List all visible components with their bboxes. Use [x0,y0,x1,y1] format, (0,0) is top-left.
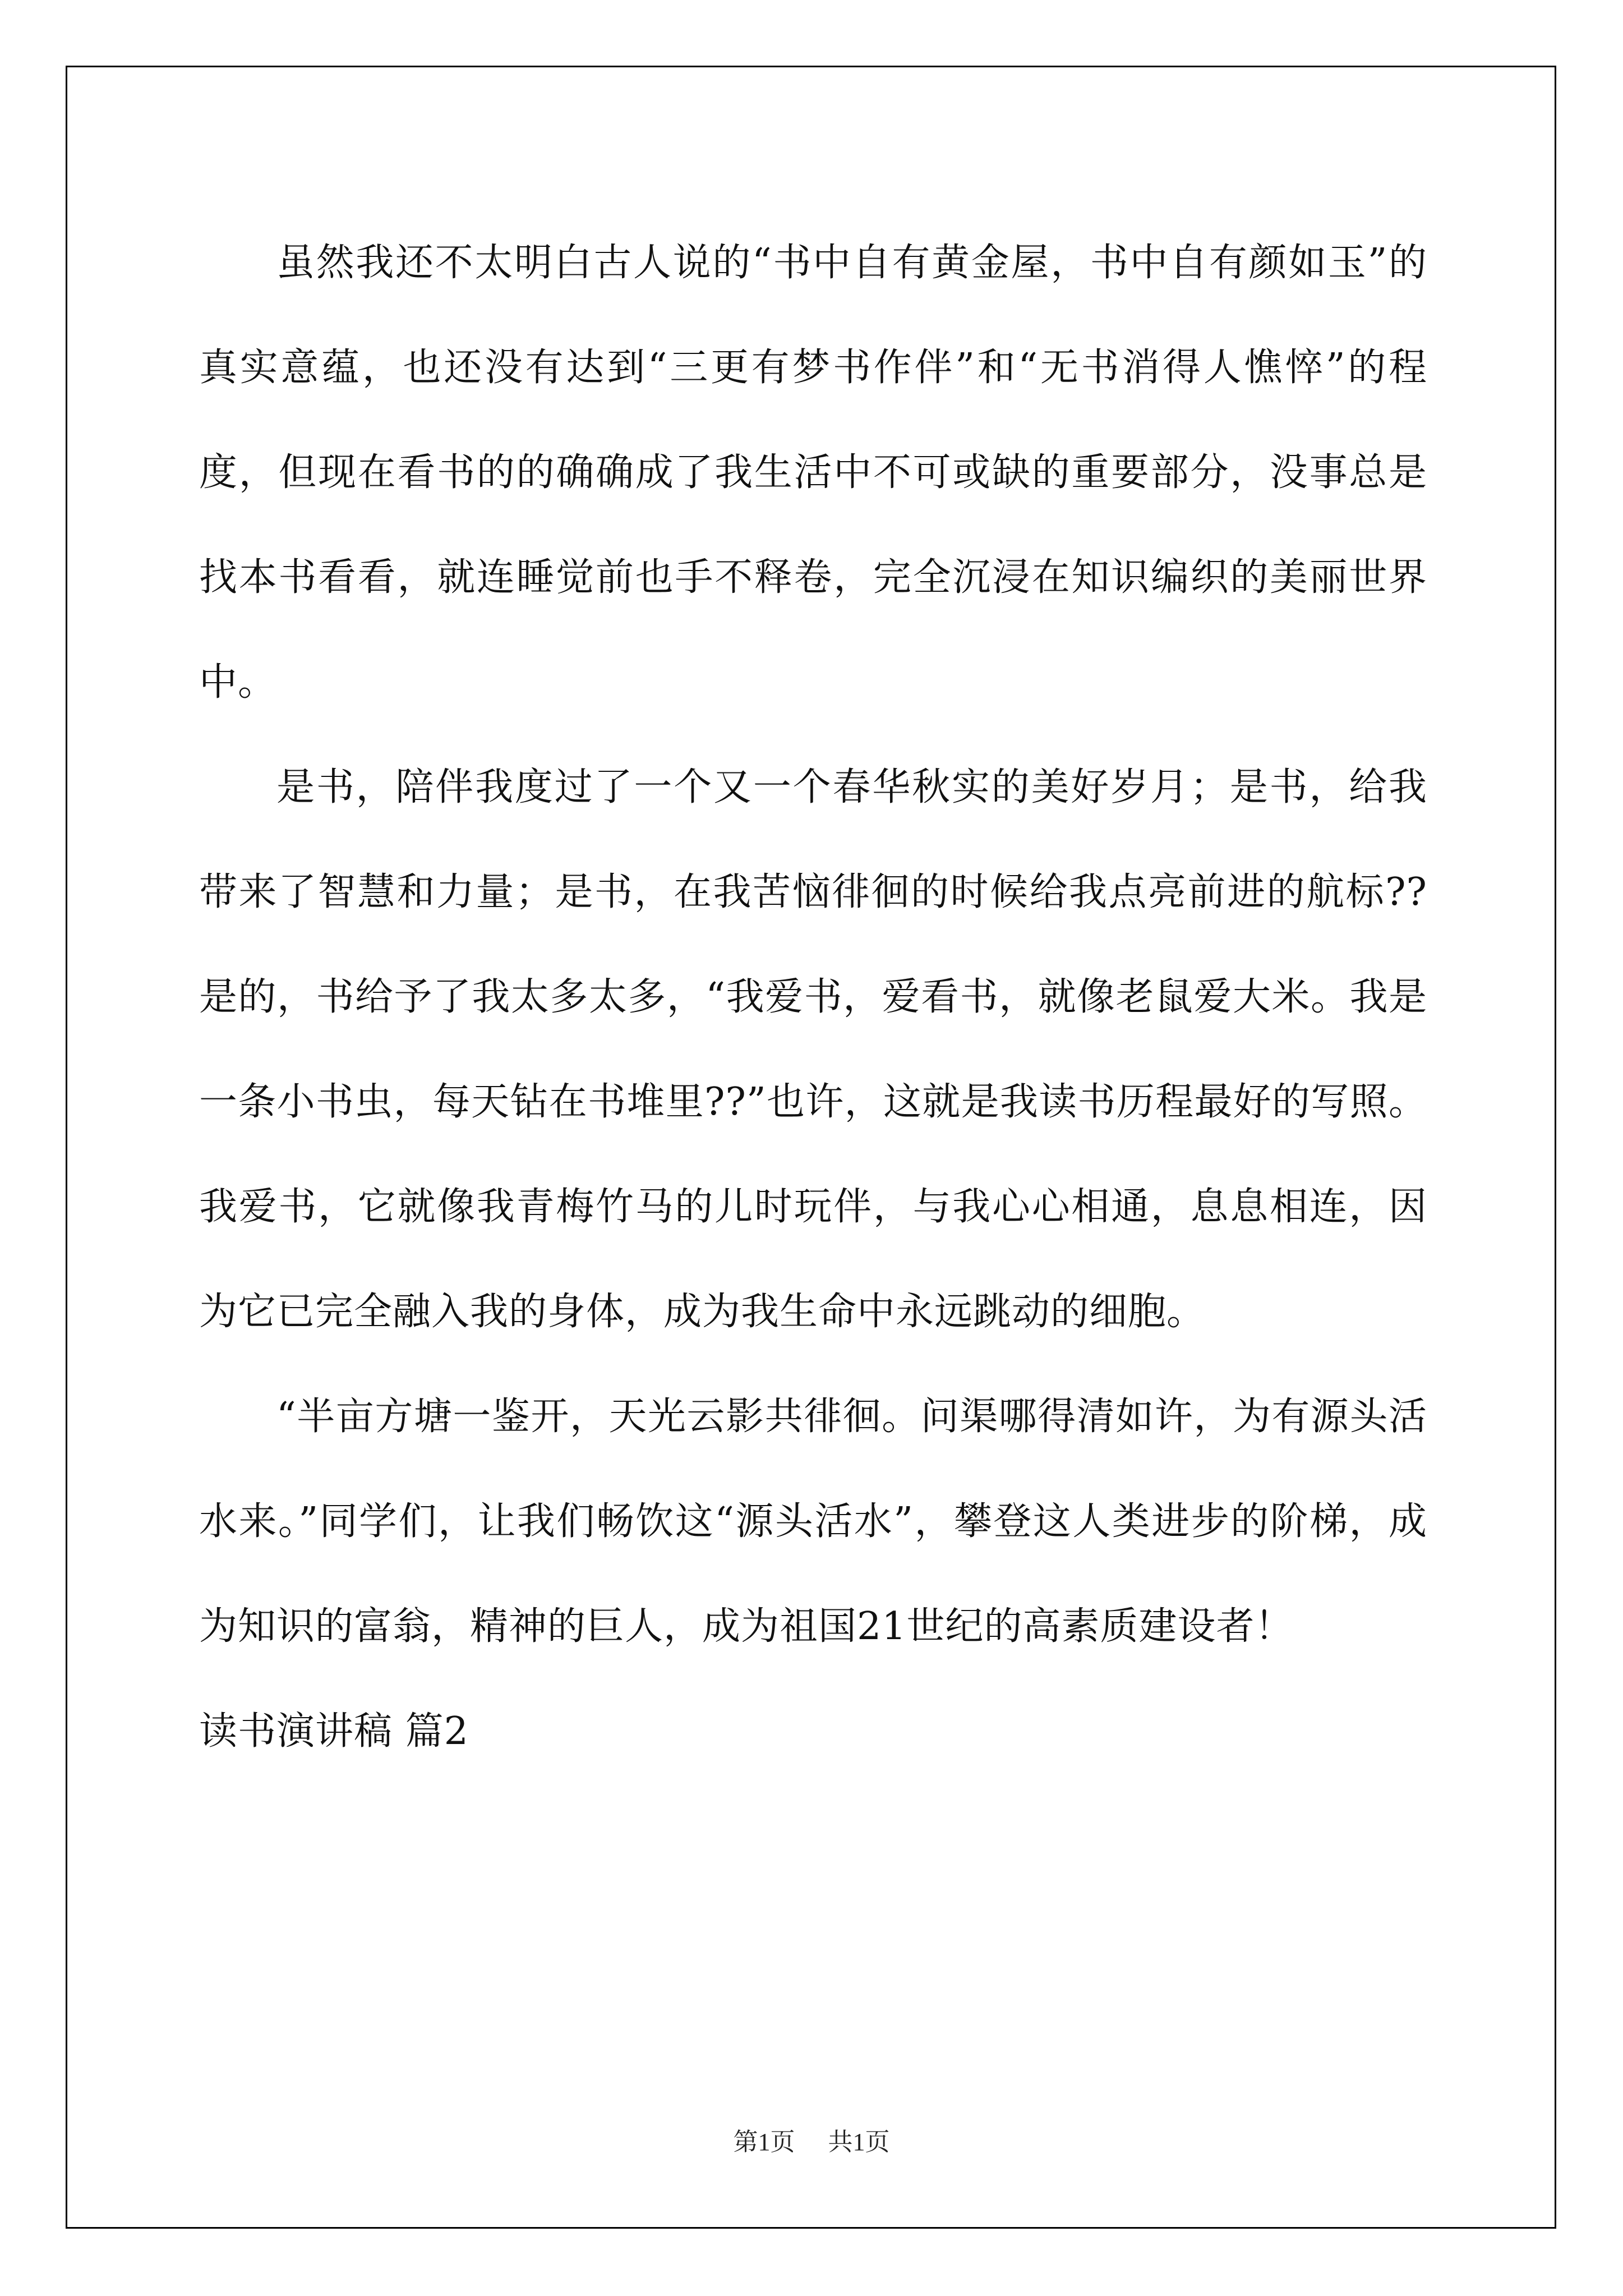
document-body [199,210,1427,1784]
page-footer [0,2122,1623,2157]
paragraph-1: 虽然我还不太明白古人说的“书中自有黄金屋，书中自有颜如玉”的真实意蕴，也还没有达到“三更有梦书作伴”和“无书消得人憔悴”的程度，但现在看书的的确确成了我生活中不可或缺的重要部分，没事总是找本书看看，就连睡觉前也手不释卷，完全沉浸在知识编织的美丽世界中。 [199,241,1427,705]
paragraph-3: “半亩方塘一鉴开，天光云影共徘徊。问渠哪得清如许，为有源头活水来。”同学们，让我们畅饮这“源头活水”，攀登这人类进步的阶梯，成为知识的富翁，精神的巨人，成为祖国21世纪的高素质建设者！ [199,1395,1427,1649]
page-total: 共1页 [828,2128,890,2156]
page-number: 第1页 [733,2128,795,2156]
paragraph-2: 是书，陪伴我度过了一个又一个春华秋实的美好岁月；是书，给我带来了智慧和力量；是书，在我苦恼徘徊的时候给我点亮前进的航标??是的，书给予了我太多太多，“我爱书，爱看书，就像老鼠爱大米。我是一条小书虫，每天钻在书堆里??”也许，这就是我读书历程最好的写照。我爱书，它就像我青梅竹马的儿时玩伴，与我心心相通，息息相连，因为它已完全融入我的身体，成为我生命中永远跳动的细胞。 [199,765,1427,1334]
section-heading: 读书演讲稿 篇2 [199,1709,469,1754]
